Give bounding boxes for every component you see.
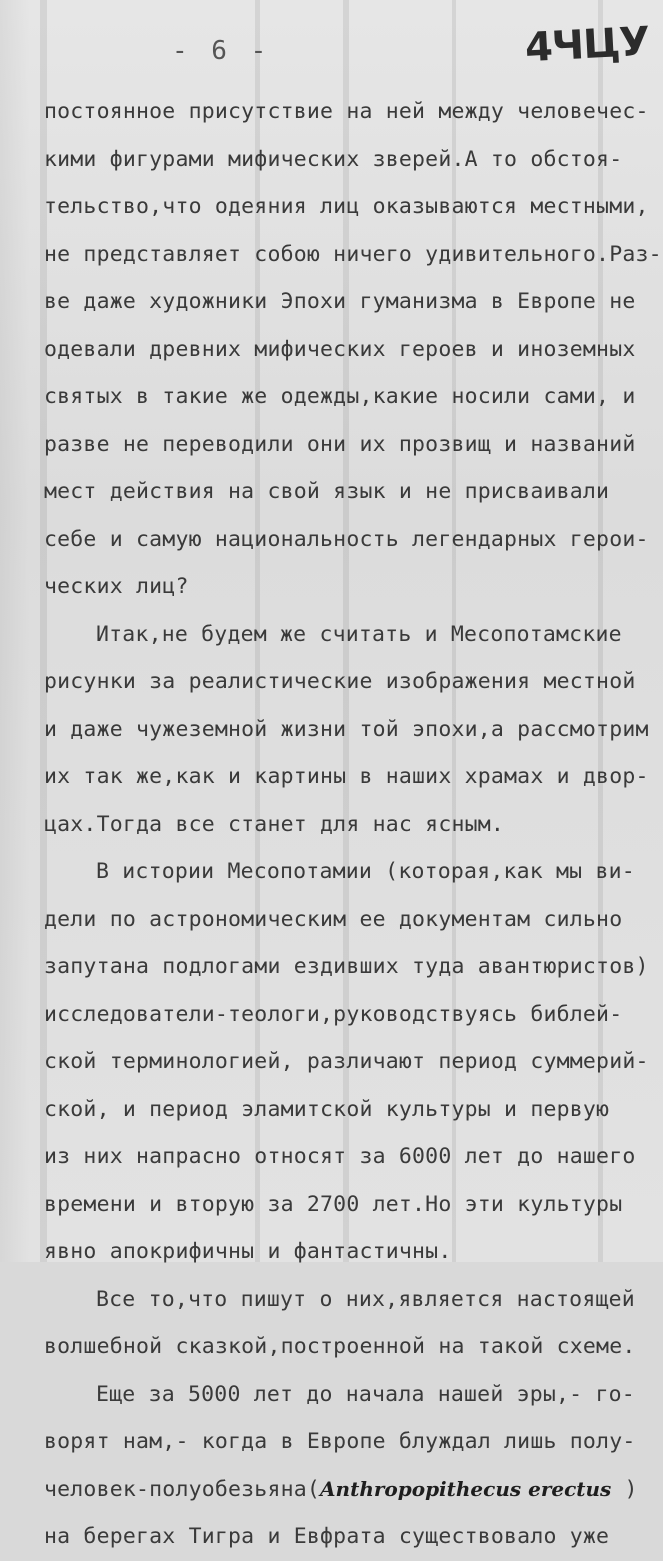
text-line: постоянное присутствие на ней между человечес- — [44, 99, 649, 124]
text-segment: ) — [611, 1476, 638, 1502]
archive-mark: 4ЧЦУ — [523, 18, 651, 72]
handwritten-insertion: Anthropopithecus erectus — [320, 1476, 612, 1501]
page-number: - 6 - — [172, 36, 271, 66]
text-segment: человек-полуобезьяна( — [44, 1476, 321, 1502]
text-line: ской терминологией, различают период суммерий- — [44, 1049, 649, 1074]
text-line: из них напрасно относят за 6000 лет до нашего — [44, 1144, 636, 1169]
text-line: святых в такие же одежды,какие носили сами, и — [44, 384, 636, 409]
text-line: исследователи-теологи,руководствуясь библей- — [44, 1001, 623, 1027]
text-line: мест действия на свой язык и не присваивали — [44, 479, 610, 504]
text-line: ческих лиц? — [44, 574, 189, 599]
text-line: кими фигурами мифических зверей.А то обстоя- — [44, 146, 623, 172]
text-line: запутана подлогами ездивших туда авантюристов) — [44, 954, 649, 979]
text-line: не представляет собою ничего удивительного.Раз- — [44, 241, 662, 267]
text-line: себе и самую национальность легендарных герои- — [44, 526, 649, 552]
text-line: тельство,что одеяния лиц оказываются местными, — [44, 194, 649, 219]
text-line: их так же,как и картины в наших храмах и двор- — [44, 764, 649, 789]
text-line: ве даже художники Эпохи гуманизма в Европе не — [44, 289, 636, 314]
paragraph-start-line: Все то,что пишут о них,является настоящей — [96, 1286, 635, 1312]
paragraph-start-line: В истории Месопотамии (которая,как мы ви- — [96, 859, 635, 884]
paragraph-start-line: Еще за 5000 лет до начала нашей эры,- го- — [96, 1381, 635, 1407]
text-line: рисунки за реалистические изображения местной — [44, 669, 636, 694]
paragraph-start-line: Итак,не будем же считать и Месопотамские — [96, 621, 622, 647]
text-line: волшебной сказкой,построенной на такой схеме. — [44, 1334, 636, 1359]
text-line: времени и вторую за 2700 лет.Но эти культуры — [44, 1191, 623, 1217]
text-line-with-handwriting — [44, 1466, 644, 1514]
text-line: ской, и период эламитской культуры и первую — [44, 1096, 610, 1122]
text-line: цах.Тогда все станет для нас ясным. — [44, 811, 505, 837]
text-line: на берегах Тигра и Евфрата существовало уже — [44, 1524, 610, 1549]
text-line: ворят нам,- когда в Европе блуждал лишь полу- — [44, 1429, 636, 1454]
text-line: разве не переводили они их прозвищ и названий — [44, 431, 636, 457]
text-line: и даже чужеземной жизни той эпохи,а рассмотрим — [44, 716, 649, 742]
text-line: одевали древних мифических героев и иноземных — [44, 336, 636, 362]
text-line: дели по астрономическим ее документам сильно — [44, 906, 623, 932]
body-text — [44, 88, 662, 1561]
text-line: явно апокрифичны и фантастичны. — [44, 1239, 452, 1264]
